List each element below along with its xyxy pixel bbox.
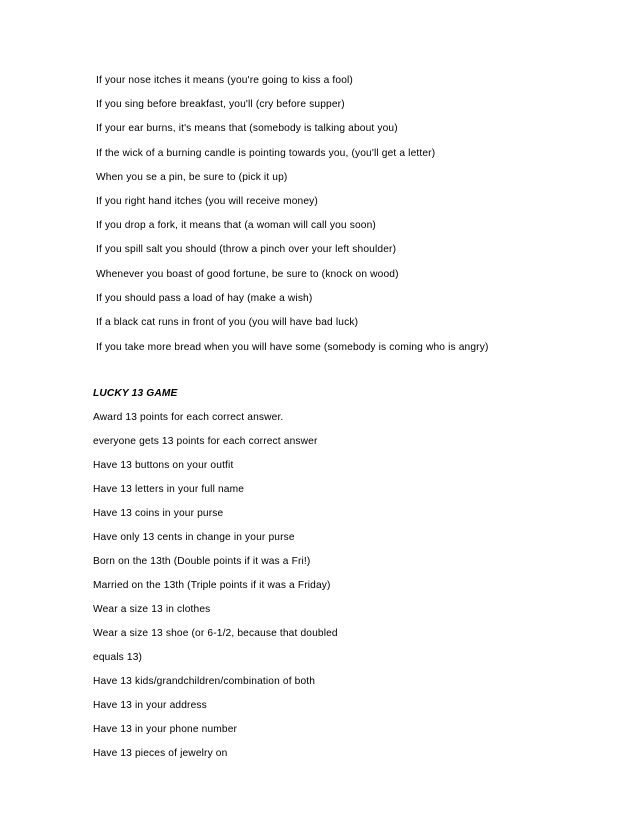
superstition-line: If a black cat runs in front of you (you will have bad luck) (96, 317, 359, 328)
superstition-line: If you right hand itches (you will receive money) (96, 196, 318, 207)
superstition-line: If you should pass a load of hay (make a wish) (96, 293, 313, 304)
superstition-line: If you drop a fork, it means that (a woman will call you soon) (96, 220, 376, 231)
game-line: Wear a size 13 in clothes (93, 604, 211, 615)
superstition-line: If you take more bread when you will have some (somebody is coming who is angry) (96, 342, 489, 353)
superstition-line: If you sing before breakfast, you'll (cry before supper) (96, 99, 345, 110)
superstition-line: If your ear burns, it's means that (somebody is talking about you) (96, 123, 398, 134)
superstition-line: Whenever you boast of good fortune, be sure to (knock on wood) (96, 269, 399, 280)
superstition-line: When you se a pin, be sure to (pick it up) (96, 172, 288, 183)
game-line: everyone gets 13 points for each correct answer (93, 436, 318, 447)
game-line: Have 13 in your address (93, 700, 207, 711)
game-line: Have 13 in your phone number (93, 724, 238, 735)
game-line: equals 13) (93, 652, 143, 663)
game-line: Have 13 buttons on your outfit (93, 460, 234, 471)
game-line: Born on the 13th (Double points if it was a Fri!) (93, 556, 311, 567)
section-heading: LUCKY 13 GAME (93, 388, 178, 399)
game-line: Have only 13 cents in change in your purse (93, 532, 295, 543)
game-line: Married on the 13th (Triple points if it was a Friday) (93, 580, 331, 591)
game-line: Have 13 kids/grandchildren/combination of both (93, 676, 316, 687)
superstition-line: If you spill salt you should (throw a pinch over your left shoulder) (96, 244, 397, 255)
game-line: Have 13 letters in your full name (93, 484, 245, 495)
game-line: Award 13 points for each correct answer. (93, 412, 284, 423)
superstition-line: If the wick of a burning candle is pointing towards you, (you'll get a letter) (96, 148, 436, 159)
game-line: Wear a size 13 shoe (or 6-1/2, because that doubled (93, 628, 338, 639)
superstition-line: If your nose itches it means (you're going to kiss a fool) (96, 75, 353, 86)
game-line: Have 13 coins in your purse (93, 508, 224, 519)
game-line: Have 13 pieces of jewelry on (93, 748, 228, 759)
